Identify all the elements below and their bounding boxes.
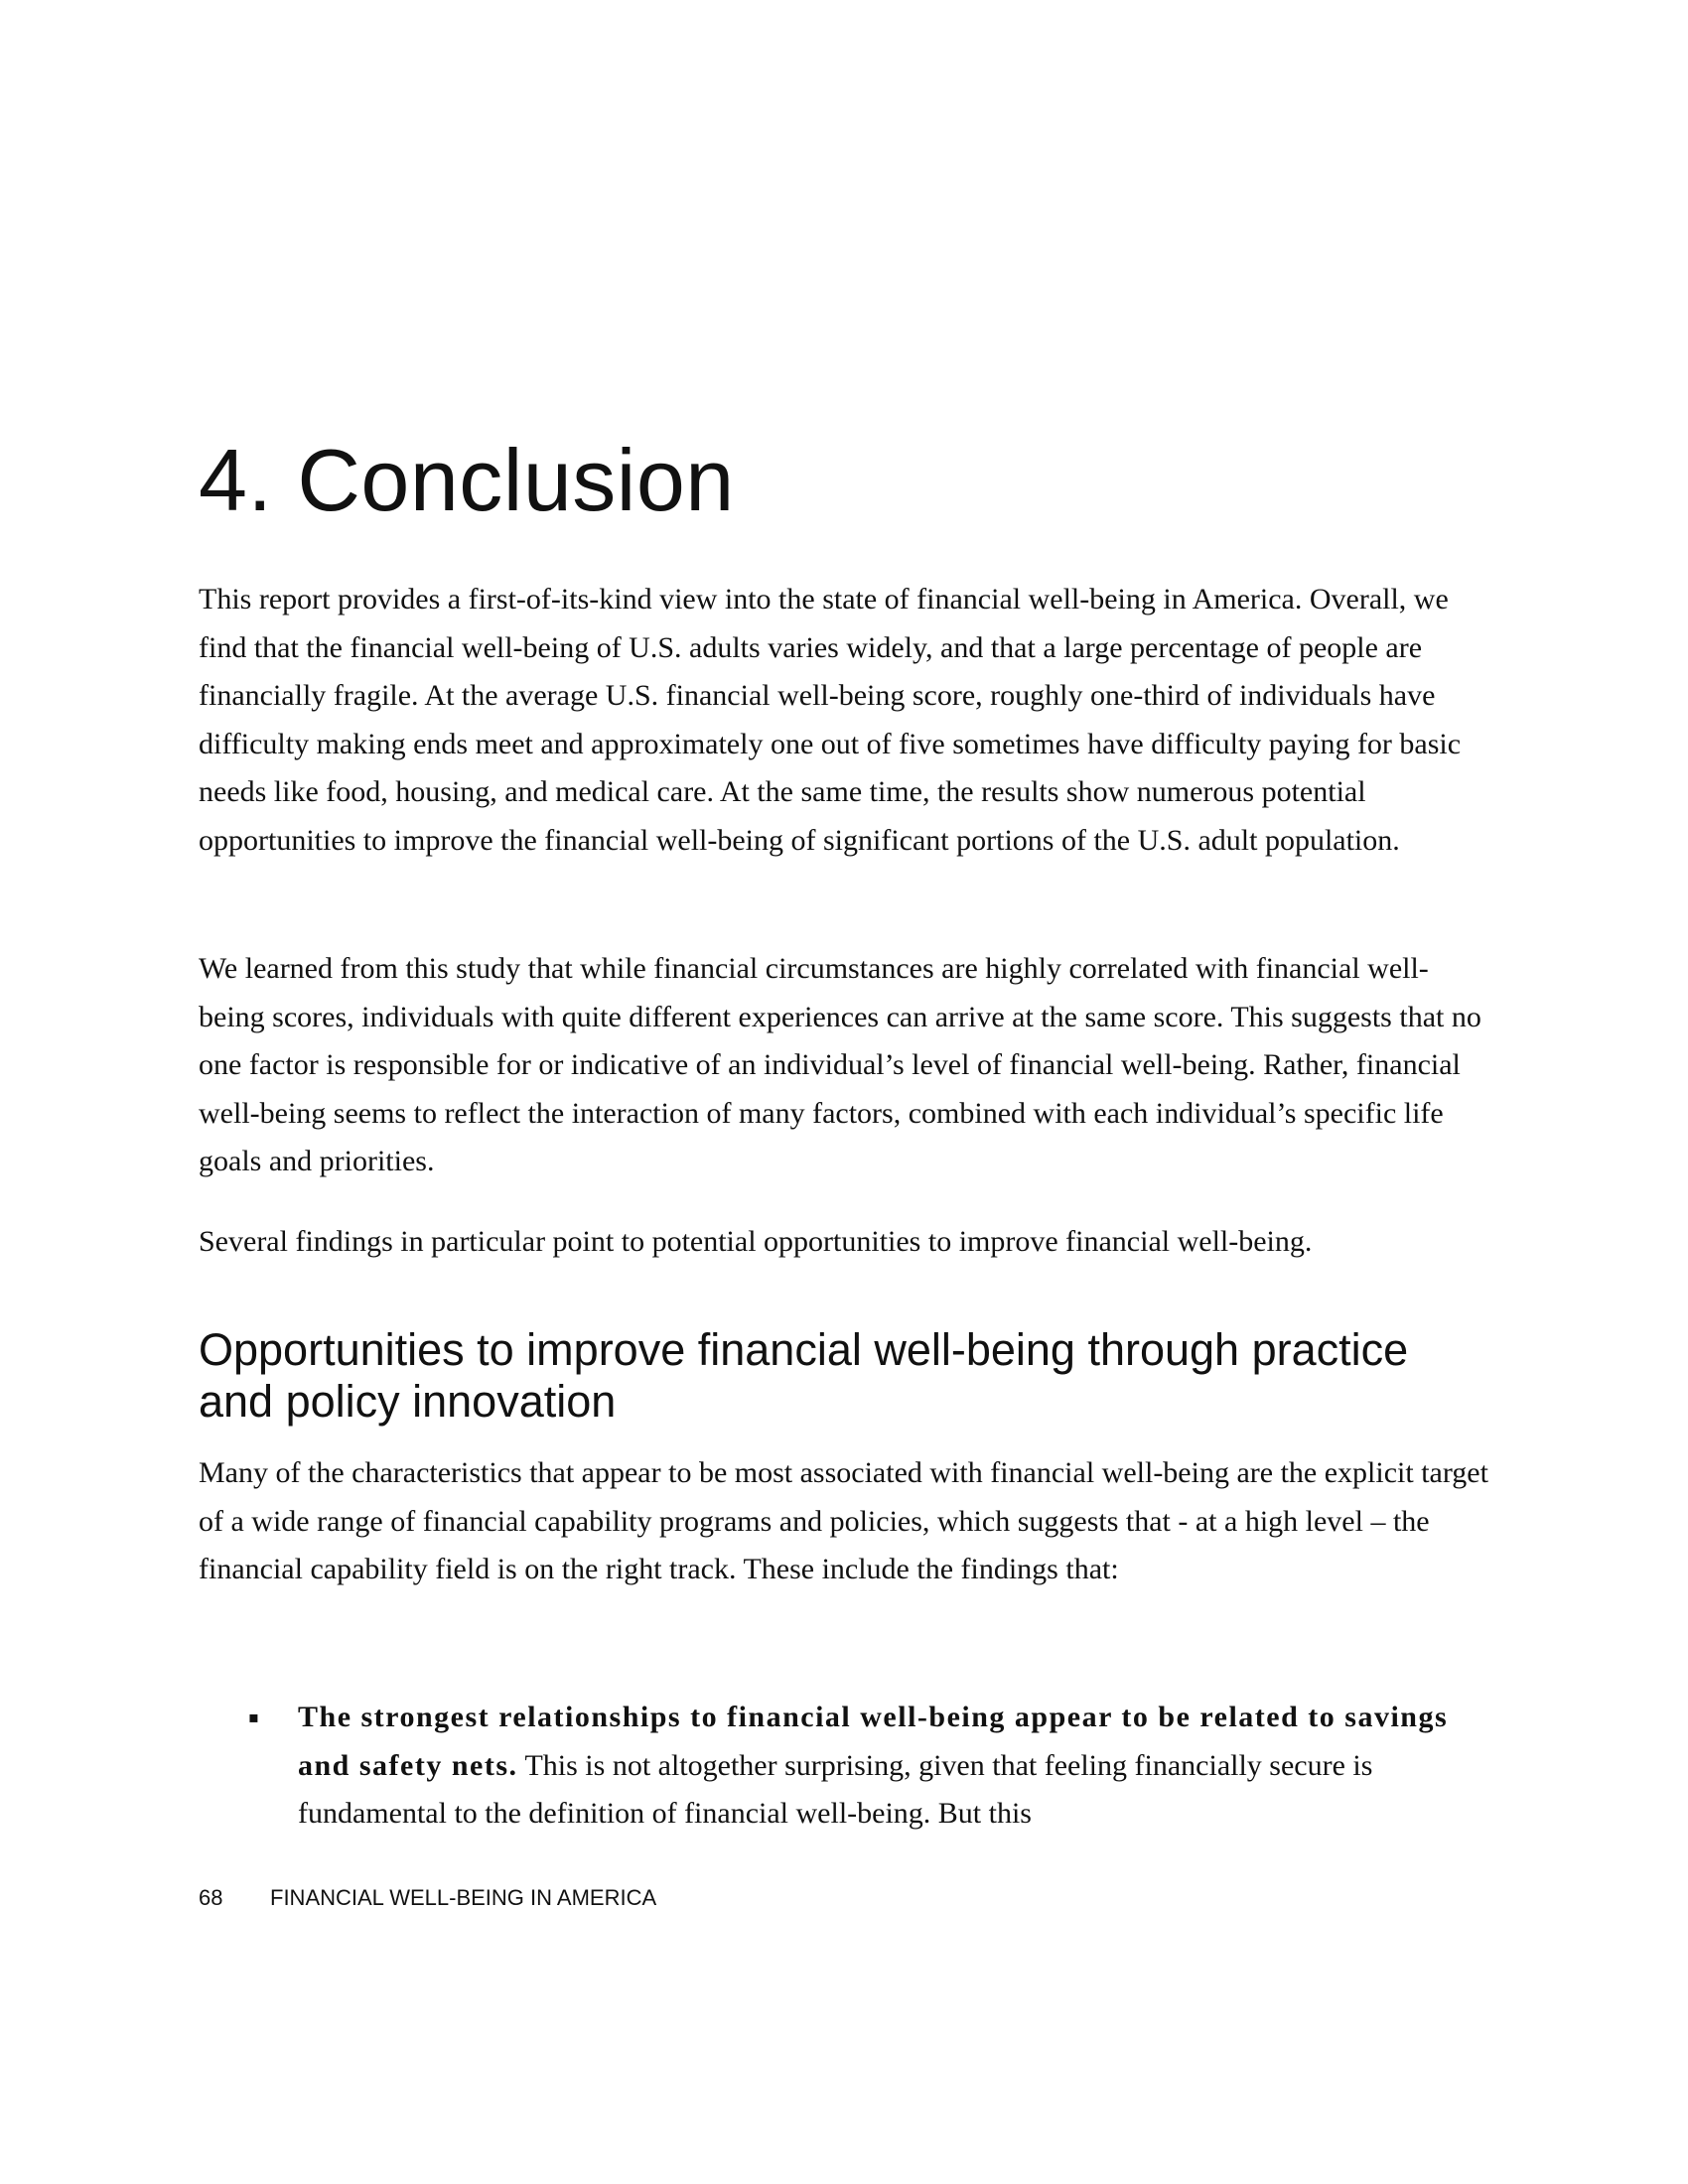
- section-paragraph: Many of the characteristics that appear to be most associated with financial well-being are the explicit target of a wide range of financial capability programs and policies, which suggests that - at a high level – the financial capability field is on the right track. These include the findings that:: [199, 1456, 1488, 1585]
- bullet-text: This is not altogether surprising, given that feeling financially secure is fundamental to the definition of financial well-being. But this: [298, 1748, 1373, 1830]
- list-item: [199, 1694, 1489, 1839]
- bullet-bold-lead: The strongest relationships to financial well-being appear to be related to savings and safety nets.: [298, 1701, 1449, 1782]
- running-title: FINANCIAL WELL-BEING IN AMERICA: [270, 1885, 657, 1910]
- intro-paragraph-3: Several findings in particular point to potential opportunities to improve financial well-being.: [199, 1225, 1313, 1258]
- findings-list: [199, 1694, 1489, 1839]
- intro-paragraph-2: We learned from this study that while financial circumstances are highly correlated with financial well-being scores, individuals with quite different experiences can arrive at the same score. This suggests that no one factor is responsible for or indicative of an individual’s level of financial well-being. Rather, financial well-being seems to reflect the interaction of many factors, combined with each individual’s specific life goals and priorities.: [199, 952, 1481, 1177]
- intro-paragraph-1: This report provides a first-of-its-kind view into the state of financial well-being in America. Overall, we find that the financial well-being of U.S. adults varies widely, and that a large percentage of people are financially fragile. At the average U.S. financial well-being score, roughly one-third of individuals have difficulty making ends meet and approximately one out of five sometimes have difficulty paying for basic needs like food, housing, and medical care. At the same time, the results show numerous potential opportunities to improve the financial well-being of significant portions of the U.S. adult population.: [199, 583, 1462, 857]
- page-number: 68: [199, 1885, 223, 1910]
- page-footer: [199, 1887, 656, 1909]
- chapter-title: 4. Conclusion: [199, 431, 735, 529]
- square-bullet-icon: ▪: [248, 1707, 259, 1726]
- section-heading: Opportunities to improve financial well-being through practice and policy innovation: [199, 1324, 1409, 1427]
